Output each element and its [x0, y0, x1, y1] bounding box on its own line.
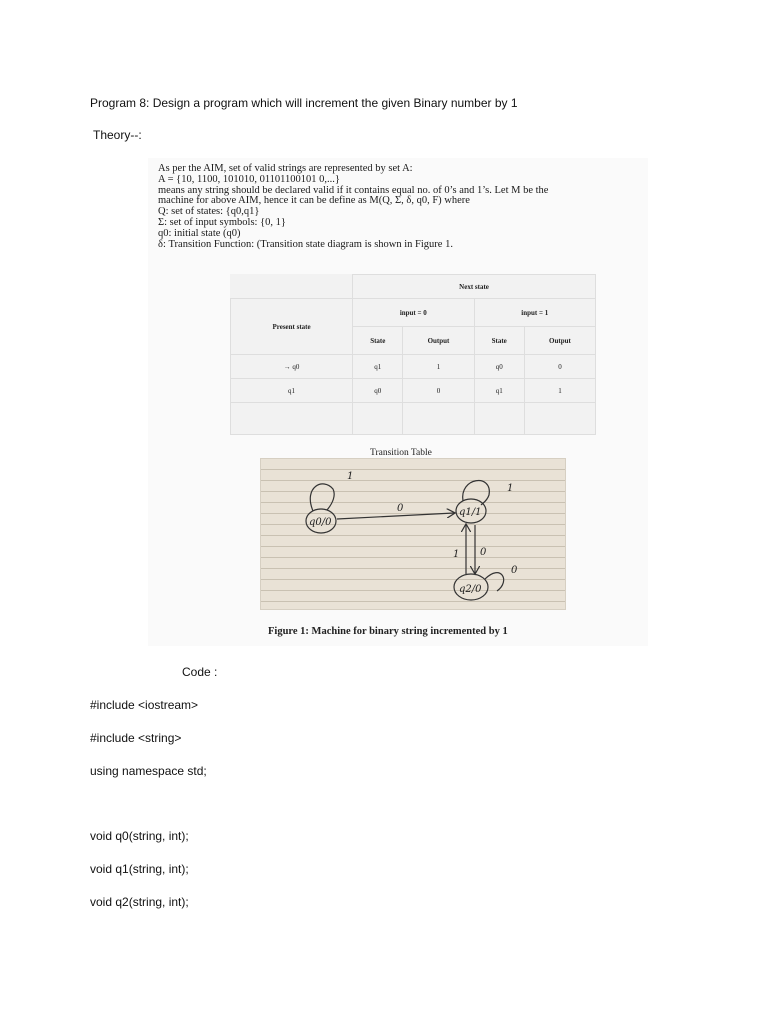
present-cell: q1	[231, 379, 353, 403]
state-diagram	[261, 459, 565, 609]
transition-table	[230, 274, 596, 435]
aim-line-2: A = {10, 1100, 101010, 01101100101 0,...}	[158, 173, 340, 185]
table-caption: Transition Table	[370, 448, 432, 458]
code-line: using namespace std;	[90, 764, 207, 778]
q2-label: q2/0	[459, 584, 482, 595]
theory-label: Theory--:	[93, 128, 142, 142]
aim-line-8: δ: Transition Function: (Transition state diagram is shown in Figure 1.	[158, 238, 453, 250]
output-cell: 0	[403, 379, 474, 403]
figure-caption: Figure 1: Machine for binary string incremented by 1	[268, 626, 508, 637]
input1-header: input = 1	[474, 299, 595, 327]
output-header-1: Output	[524, 327, 595, 355]
present-cell: → q0	[231, 355, 353, 379]
edge-label-q2-q1: 1	[453, 549, 460, 560]
output-cell: 1	[524, 379, 595, 403]
code-line: void q2(string, int);	[90, 895, 189, 909]
table-row	[231, 355, 596, 379]
edge-q0-q1	[337, 513, 454, 519]
state-header-0: State	[353, 327, 403, 355]
program-heading: Program 8: Design a program which will increment the given Binary number by 1	[90, 96, 518, 110]
table-row	[231, 379, 596, 403]
loop-q0	[310, 484, 334, 511]
output-cell: 0	[524, 355, 595, 379]
aim-line-4: machine for above AIM, hence it can be define as M(Q, Σ, δ, q0, F) where	[158, 195, 470, 207]
next-state-header: Next state	[353, 275, 596, 299]
loop-q1	[463, 481, 490, 505]
aim-line-6: Σ: set of input symbols: {0, 1}	[158, 216, 286, 228]
edge-label-q2-self: 0	[511, 565, 518, 576]
aim-line-3: means any string should be declared valid if it contains equal no. of 0’s and 1’s. Let M be the	[158, 184, 549, 196]
aim-line-7: q0: initial state (q0)	[158, 227, 241, 239]
edge-label-q0-self: 1	[347, 471, 354, 482]
edge-label-q1-q2: 0	[480, 547, 487, 558]
code-line: void q1(string, int);	[90, 862, 189, 876]
state-diagram-photo	[260, 458, 566, 610]
edge-label-q0-q1: 0	[397, 503, 404, 514]
input0-header: input = 0	[353, 299, 474, 327]
aim-line-1: As per the AIM, set of valid strings are represented by set A:	[158, 163, 413, 174]
state-header-1: State	[474, 327, 524, 355]
code-line: #include <iostream>	[90, 698, 199, 712]
next-state-cell: q1	[353, 355, 403, 379]
q1-label: q1/1	[459, 507, 482, 518]
output-cell: 1	[403, 355, 474, 379]
code-label: Code :	[182, 665, 218, 679]
edge-label-q1-self: 1	[507, 483, 514, 494]
next-state-cell: q1	[474, 379, 524, 403]
code-line: #include <string>	[90, 731, 182, 745]
aim-line-5: Q: set of states: {q0,q1}	[158, 206, 260, 218]
q0-label: q0/0	[309, 517, 332, 528]
output-header-0: Output	[403, 327, 474, 355]
present-state-header: Present state	[231, 299, 353, 355]
next-state-cell: q0	[353, 379, 403, 403]
code-line: void q0(string, int);	[90, 829, 189, 843]
scanned-excerpt	[148, 158, 648, 646]
next-state-cell: q0	[474, 355, 524, 379]
aim-text	[158, 164, 640, 250]
